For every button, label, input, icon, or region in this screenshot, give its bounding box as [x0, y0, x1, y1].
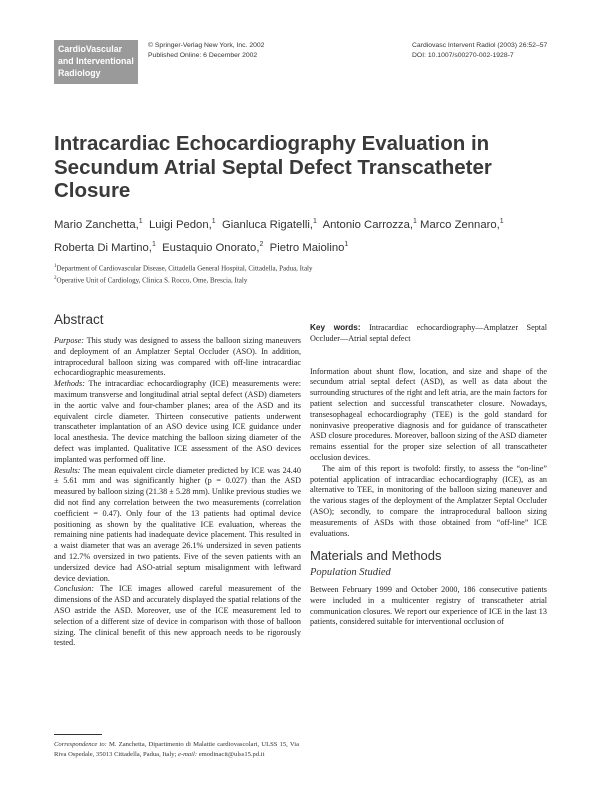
- author: Pietro Maiolino$^1$: [269, 240, 349, 254]
- affiliation-1: $^1$Department of Cardiovascular Disease, Cittadella General Hospital, Cittadella, Padua, Italy: [54, 264, 313, 273]
- author-list: [54, 212, 554, 258]
- abstract-methods: Methods: The intracardiac echocardiography (ICE) measurements were: maximum transverse and longitudinal atrial septal defect (ASD) diameters in the aortic valve and four-chamber planes; area of the ASD and its equivalent circle diameter. Thirteen consecutive patients underwent transcatheter implantation of an ASO device using ICE guidance under local anesthesia. The device matching the balloon sizing diameter of the defect was implanted. Qualitative ICE assessment of the ASO devices implanted was performed off line.: [54, 379, 301, 464]
- article-title: Intracardiac Echocardiography Evaluation in Secundum Atrial Septal Defect Transcatheter Closure: [54, 132, 492, 202]
- footnote-divider: [54, 734, 102, 735]
- published-online-line: Published Online: 6 December 2002: [148, 52, 258, 59]
- methods-heading: Materials and Methods: [310, 548, 442, 564]
- citation-line: Cardiovasc Intervent Radiol (2003) 26:52–57: [412, 42, 548, 49]
- author: Eustaquio Onorato,$^2$: [162, 240, 264, 254]
- journal-logo-line-1: CardioVascular: [58, 44, 123, 54]
- author: Antonio Carrozza,$^1$: [322, 218, 417, 231]
- affiliation-2: $^2$Operative Unit of Cardiology, Clinica S. Rocco, Ome, Brescia, Italy: [54, 275, 248, 285]
- abstract-results: Results: The mean equivalent circle diameter predicted by ICE was 24.40 ± 5.61 mm and was significantly higher (p = 0.027) than the ASD measured by balloon sizing (21.38 ± 5.28 mm). Unlike previous studies we did not find any correlation between the two measurements (correlation coefficient = 0.47). Only four of the 13 patients had optimal device positioning as shown by the qualitative ICE evaluation, whereas the remaining nine patients had inadequate device placement. This resulted in a waist diameter that was an average 26.1% undersized in seven patients and 12.7% oversized in two patients. Five of the seven patients with an undersized device had ASO-atrial septum misalignment with leftward device deviation.: [54, 465, 301, 583]
- journal-logo-line-3: Radiology: [58, 68, 101, 78]
- copyright-line: © Springer-Verlag New York, Inc. 2002: [148, 42, 265, 49]
- abstract-heading: Abstract: [54, 312, 104, 327]
- citation-info: [412, 41, 547, 61]
- journal-logo: [54, 40, 138, 84]
- author: Mario Zanchetta,$^1$: [54, 218, 143, 231]
- methods-paragraph: Between February 1999 and October 2000, 186 consecutive patients were included in a multicenter registry of transcatheter atrial communication closures. We report our experience of ICE in the last 13 patients, considered suitable for interventional occlusion of: [310, 584, 547, 627]
- keywords: Key words: Intracardiac echocardiography—Amplatzer Septal Occluder—Atrial septal defect: [310, 323, 547, 343]
- correspondence-footnote: Correspondence to: M. Zanchetta, Dipartimento di Malattie cardiovascolari, ULSS 15, Via Riva Ospedale, 35013 Cittadella, Padua, Italy; e-mail: emodinacit@ulss15.pd.it: [54, 741, 300, 758]
- intro-paragraph-2: The aim of this report is twofold: firstly, to assess the “on-line” potential application of intracardiac echocardiography (ICE), as an alternative to TEE, in monitoring of the balloon sizing maneuver and the various stages of the deployment of the Amplatzer Septal Occluder (ASO); secondly, to compare the intraprocedural balloon sizing measurements of ASDs with those obtained from “off-line” ICE evaluations.: [310, 463, 547, 538]
- left-column: [54, 336, 301, 649]
- email-link[interactable]: emodinacit@ulss15.pd.it: [198, 750, 265, 758]
- journal-logo-line-2: and Interventional: [58, 56, 134, 66]
- author: Gianluca Rigatelli,$^1$: [221, 218, 317, 231]
- population-subheading: Population Studied: [310, 567, 391, 579]
- intro-paragraph-1: Information about shunt flow, location, and size and shape of the secundum atrial septal defect (ASD), as well as data about the surrounding structures of the right and left atria, are the main factors for patient selection and successful transcatheter closure. Nowadays, transesophageal echocardiography (TEE) is the gold standard for noninvasive preoperative diagnosis and for guidance of transcatheter ASD closure procedures. Moreover, balloon sizing of the ASD diameter remains essential for the proper size selection of all transcatheter occlusion devices.: [310, 366, 547, 462]
- author: Luigi Pedon,$^1$: [148, 218, 216, 231]
- right-column: [310, 313, 547, 628]
- author: Marco Zennaro,$^1$: [420, 218, 504, 231]
- author: Roberta Di Martino,$^1$: [54, 240, 156, 254]
- affiliations: [54, 262, 554, 286]
- abstract-conclusion: Conclusion: The ICE images allowed careful measurement of the dimensions of the ASD and accurately displayed the spatial relations of the ASO astride the ASD. Moreover, use of the ICE measurement led to selection of a different size of device in comparison with those of balloon sizing. The clinical benefit of this new approach needs to be rigorously tested.: [54, 584, 301, 648]
- abstract-purpose: Purpose: This study was designed to assess the balloon sizing maneuvers and deployment of an Amplatzer Septal Occluder (ASO). In addition, intraprocedural balloon sizing was compared with off-line intracardiac echocardiographic measurements.: [54, 336, 301, 378]
- publication-info: [148, 41, 264, 61]
- doi-link[interactable]: DOI: 10.1007/s00270-002-1928-7: [412, 52, 514, 59]
